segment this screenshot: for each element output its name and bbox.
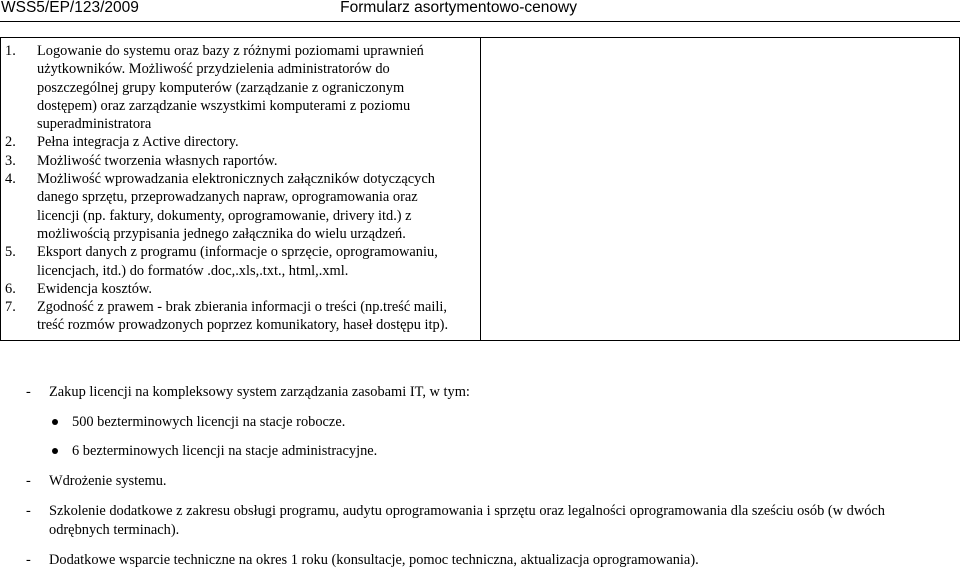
requirement-item-2 (5, 133, 477, 151)
scope-item-text: Dodatkowe wsparcie techniczne na okres 1 roku (konsultacje, pomoc techniczna, aktualizacja oprogramowania). (49, 552, 699, 568)
requirement-number: 1. (5, 43, 16, 59)
scope-of-order-list (0, 383, 960, 570)
header-rule (0, 21, 960, 22)
requirements-list (5, 42, 477, 335)
license-item-admin-stations (0, 442, 960, 461)
requirement-line: Pełna integracja z Active directory. (37, 134, 239, 151)
scope-item-training (0, 502, 960, 539)
requirement-item-6 (5, 280, 477, 298)
dash-marker: - (26, 472, 31, 489)
requirement-number: 6. (5, 280, 16, 297)
form-title: Formularz asortymentowo-cenowy (340, 0, 577, 16)
requirement-item-4 (5, 170, 477, 243)
requirement-line: Logowanie do systemu oraz bazy z różnymi poziomami uprawnień (37, 43, 424, 59)
scope-item-licenses (0, 383, 960, 402)
requirement-item-3 (5, 152, 477, 170)
requirement-line: Możliwość wprowadzania elektronicznych załączników dotyczących (37, 171, 435, 188)
scope-item-text: Wdrożenie systemu. (49, 472, 167, 489)
requirement-line: treść rozmów prowadzonych poprzez komunikatory, haseł dostępu itp). (37, 317, 449, 334)
requirement-line: dostępem) oraz zarządzanie wszystkimi komputerami z poziomu (37, 97, 411, 114)
requirement-number: 7. (5, 299, 16, 316)
table-column-divider (480, 38, 481, 340)
requirement-line: użytkowników. Możliwość przydzielenia administratorów do (37, 61, 390, 78)
dash-marker: - (26, 503, 31, 519)
requirement-item-7 (5, 298, 477, 335)
bullet-icon (52, 448, 58, 454)
scope-item-text: Szkolenie dodatkowe z zakresu obsługi programu, audytu oprogramowania i sprzętu oraz legalności oprogramowania dla sześciu osób (w dwóch odrębnych terminach). (49, 503, 886, 538)
license-item-text: 6 bezterminowych licencji na stacje administracyjne. (72, 443, 378, 459)
requirement-line: Zgodność z prawem - brak zbierania informacji o treści (np.treść maili, (37, 299, 447, 316)
license-item-text: 500 bezterminowych licencji na stacje robocze. (72, 413, 346, 430)
requirement-number: 3. (5, 152, 16, 169)
requirement-line: Ewidencja kosztów. (37, 280, 152, 297)
requirement-item-1 (5, 42, 477, 133)
requirement-line: Możliwość tworzenia własnych raportów. (37, 152, 278, 169)
specification-table (0, 37, 960, 341)
requirement-line: licencjach, itd.) do formatów .doc,.xls,.txt., html,.xml. (37, 262, 349, 279)
bullet-icon (52, 419, 58, 425)
requirement-line: Eksport danych z programu (informacje o sprzęcie, oprogramowaniu, (37, 244, 438, 261)
requirement-line: danego sprzętu, przeprowadzanych napraw, oprogramowania oraz (37, 189, 418, 206)
dash-marker: - (26, 552, 31, 568)
requirement-item-5 (5, 243, 477, 280)
requirement-line: superadministratora (37, 116, 152, 133)
dash-marker: - (26, 384, 31, 400)
page-header (0, 0, 960, 20)
scope-item-text: Zakup licencji na kompleksowy system zarządzania zasobami IT, w tym: (49, 384, 470, 400)
requirement-line: poszczególnej grupy komputerów (zarządzanie z ograniczonym (37, 79, 405, 96)
requirement-line: możliwością przypisania jednego załącznika do wielu urządzeń. (37, 225, 406, 242)
scope-item-support (0, 551, 960, 570)
requirement-line: licencji (np. faktury, dokumenty, oprogramowanie, drivery itd.) z (37, 207, 412, 224)
requirement-number: 2. (5, 134, 16, 151)
document-id: WSS5/EP/123/2009 (1, 0, 139, 16)
license-item-workstations (0, 413, 960, 432)
requirement-number: 4. (5, 171, 16, 188)
scope-item-implementation (0, 472, 960, 491)
requirement-number: 5. (5, 244, 16, 261)
